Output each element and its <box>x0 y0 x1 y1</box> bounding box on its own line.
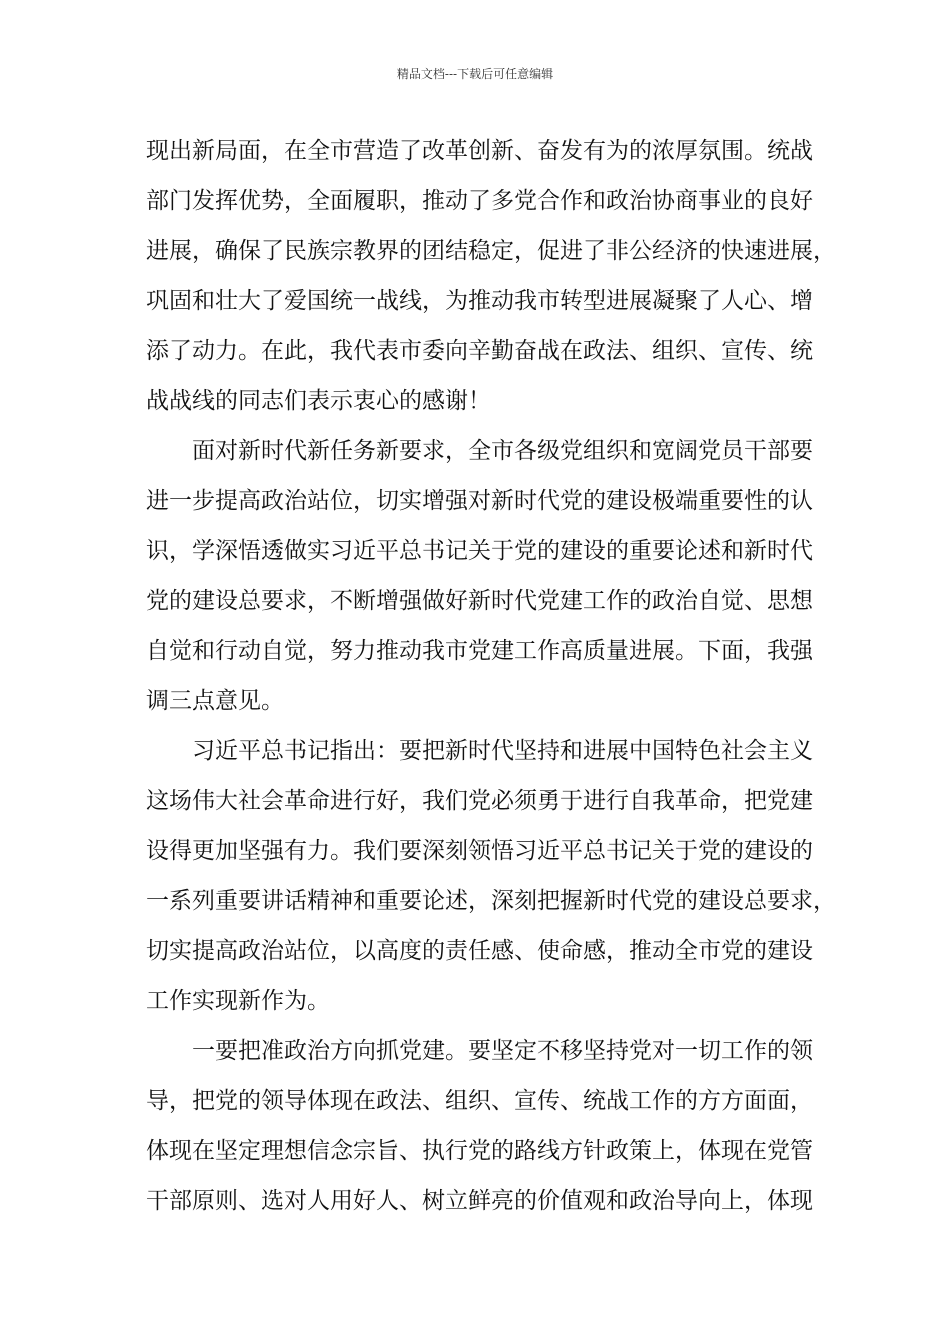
text-line: 一要把准政治方向抓党建。要坚定不移坚持党对一切工作的领 <box>192 1038 813 1064</box>
page-header: 精品文档---下载后可任意编辑 <box>396 67 554 81</box>
text-line: 导，把党的领导体现在政法、组织、宣传、统战工作的方方面面， <box>146 1088 813 1114</box>
text-line: 现出新局面，在全市营造了改革创新、奋发有为的浓厚氛围。统战 <box>146 138 813 164</box>
body-text <box>146 131 836 1231</box>
text-line: 一系列重要讲话精神和重要论述，深刻把握新时代党的建设总要求， <box>146 888 836 914</box>
text-line: 部门发挥优势，全面履职，推动了多党合作和政治协商事业的良好 <box>146 188 813 214</box>
text-line: 进展，确保了民族宗教界的团结稳定，促进了非公经济的快速进展， <box>146 238 836 264</box>
paragraph-1 <box>146 131 836 431</box>
paragraph-3 <box>146 731 836 1031</box>
text-line: 进一步提高政治站位，切实增强对新时代党的建设极端重要性的认 <box>146 488 813 514</box>
text-line: 识，学深悟透做实习近平总书记关于党的建设的重要论述和新时代 <box>146 538 813 564</box>
paragraph-2 <box>146 431 826 731</box>
text-line: 这场伟大社会革命进行好，我们党必须勇于进行自我革命，把党建 <box>146 788 813 814</box>
text-line: 党的建设总要求，不断增强做好新时代党建工作的政治自觉、思想 <box>146 588 813 614</box>
text-line: 添了动力。在此，我代表市委向辛勤奋战在政法、组织、宣传、统 <box>146 338 813 364</box>
text-line: 巩固和壮大了爱国统一战线，为推动我市转型进展凝聚了人心、增 <box>146 288 813 314</box>
text-line: 设得更加坚强有力。我们要深刻领悟习近平总书记关于党的建设的 <box>146 838 813 864</box>
text-line: 工作实现新作为。 <box>146 988 330 1014</box>
text-line: 战战线的同志们表示衷心的感谢！ <box>146 388 491 414</box>
paragraph-4 <box>146 1031 826 1231</box>
text-line: 干部原则、选对人用好人、树立鲜亮的价值观和政治导向上，体现 <box>146 1188 813 1214</box>
text-line: 习近平总书记指出：要把新时代坚持和进展中国特色社会主义 <box>192 738 813 764</box>
text-line: 调三点意见。 <box>146 688 284 714</box>
text-line: 切实提高政治站位，以高度的责任感、使命感，推动全市党的建设 <box>146 938 813 964</box>
text-line: 体现在坚定理想信念宗旨、执行党的路线方针政策上，体现在党管 <box>146 1138 813 1164</box>
text-line: 面对新时代新任务新要求，全市各级党组织和宽阔党员干部要 <box>192 438 813 464</box>
text-line: 自觉和行动自觉，努力推动我市党建工作高质量进展。下面，我强 <box>146 638 813 664</box>
